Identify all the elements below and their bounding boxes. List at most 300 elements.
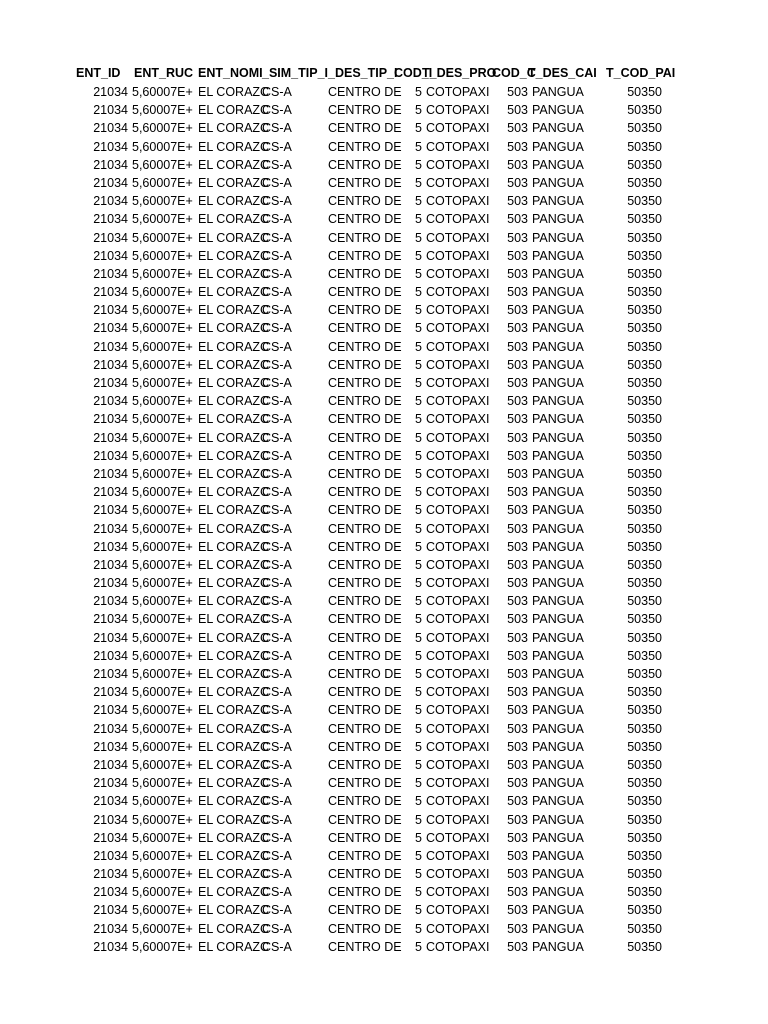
cell-sim-tip: CS-A [262,139,292,154]
cell-cod-can: 503 [507,721,528,736]
cell-ent-id: 21034 [93,557,128,572]
cell-des-tip: CENTRO DE [328,357,402,372]
cell-cod-par: 50350 [627,648,662,663]
table-row [76,283,662,301]
cell-cod-can: 503 [507,594,528,609]
cell-ent-ruc: 5,60007E+ [132,212,193,227]
cell-ent-nombre: EL CORAZC [198,321,270,336]
cell-cod-can: 503 [507,921,528,936]
cell-des-pro: COTOPAXI [426,339,490,354]
cell-des-tip: CENTRO DE [328,867,402,882]
table-row [76,665,662,683]
cell-ent-ruc: 5,60007E+ [132,648,193,663]
cell-ent-ruc: 5,60007E+ [132,430,193,445]
cell-ent-nombre: EL CORAZC [198,376,270,390]
cell-cod-par: 50350 [627,394,662,409]
cell-cod-par: 50350 [627,757,662,772]
table-row [76,356,662,374]
cell-ent-nombre: EL CORAZC [198,812,270,827]
cell-cod-can: 503 [507,557,528,572]
cell-ent-id: 21034 [93,485,128,500]
cell-sim-tip: CS-A [262,776,292,791]
cell-cod-pro: 5 [415,266,422,281]
cell-cod-can: 503 [507,757,528,772]
cell-des-pro: COTOPAXI [426,776,490,791]
cell-ent-id: 21034 [93,939,128,954]
table-row [76,483,662,501]
cell-cod-pro: 5 [415,776,422,791]
cell-ent-id: 21034 [93,921,128,936]
cell-ent-nombre: EL CORAZC [198,939,270,954]
cell-des-pro: COTOPAXI [426,266,490,281]
cell-des-pro: COTOPAXI [426,703,490,718]
cell-cod-pro: 5 [415,139,422,154]
cell-ent-ruc: 5,60007E+ [132,685,193,700]
cell-sim-tip: CS-A [262,303,292,318]
cell-des-pro: COTOPAXI [426,248,490,263]
cell-cod-can: 503 [507,812,528,827]
cell-cod-pro: 5 [415,339,422,354]
cell-des-pro: COTOPAXI [426,194,490,209]
cell-ent-id: 21034 [93,157,128,172]
cell-ent-ruc: 5,60007E+ [132,139,193,154]
cell-cod-par: 50350 [627,466,662,481]
cell-cod-pro: 5 [415,921,422,936]
cell-cod-pro: 5 [415,448,422,463]
cell-sim-tip: CS-A [262,576,292,591]
cell-des-can: PANGUA [532,285,584,300]
cell-cod-pro: 5 [415,703,422,718]
cell-ent-ruc: 5,60007E+ [132,412,193,427]
cell-sim-tip: CS-A [262,394,292,409]
cell-des-pro: COTOPAXI [426,721,490,736]
cell-ent-nombre: EL CORAZC [198,230,270,245]
cell-des-tip: CENTRO DE [328,157,402,172]
cell-ent-nombre: EL CORAZC [198,412,270,427]
cell-ent-id: 21034 [93,703,128,718]
cell-des-pro: COTOPAXI [426,648,490,663]
cell-cod-pro: 5 [415,485,422,500]
cell-des-pro: COTOPAXI [426,412,490,427]
header-ent-ruc: ENT_RUC [134,66,194,80]
cell-ent-id: 21034 [93,903,128,918]
cell-ent-ruc: 5,60007E+ [132,776,193,791]
cell-des-tip: CENTRO DE [328,667,402,681]
cell-cod-can: 503 [507,630,528,645]
cell-cod-par: 50350 [627,630,662,645]
table-row [76,701,662,719]
cell-des-can: PANGUA [532,685,584,700]
cell-des-tip: CENTRO DE [328,139,402,154]
cell-cod-par: 50350 [627,830,662,845]
cell-ent-ruc: 5,60007E+ [132,830,193,845]
cell-ent-id: 21034 [93,103,128,118]
cell-ent-id: 21034 [93,466,128,481]
cell-cod-can: 503 [507,303,528,318]
cell-ent-id: 21034 [93,576,128,591]
cell-des-tip: CENTRO DE [328,848,402,863]
cell-cod-pro: 5 [415,557,422,572]
cell-des-pro: COTOPAXI [426,521,490,536]
cell-cod-can: 503 [507,430,528,445]
cell-sim-tip: CS-A [262,939,292,954]
cell-ent-id: 21034 [93,776,128,791]
cell-cod-can: 503 [507,376,528,390]
cell-ent-ruc: 5,60007E+ [132,339,193,354]
cell-cod-par: 50350 [627,794,662,809]
header-des-tip: _DES_TIP_I [328,66,398,80]
cell-ent-id: 21034 [93,757,128,772]
cell-ent-id: 21034 [93,539,128,554]
cell-cod-can: 503 [507,503,528,518]
cell-ent-nombre: EL CORAZC [198,139,270,154]
cell-cod-can: 503 [507,394,528,409]
cell-cod-par: 50350 [627,321,662,336]
cell-ent-nombre: EL CORAZC [198,430,270,445]
cell-des-tip: CENTRO DE [328,539,402,554]
cell-des-pro: COTOPAXI [426,503,490,518]
cell-ent-id: 21034 [93,721,128,736]
table-row [76,410,662,428]
cell-sim-tip: CS-A [262,757,292,772]
cell-des-can: PANGUA [532,376,584,390]
table-row [76,847,662,865]
cell-ent-nombre: EL CORAZC [198,357,270,372]
table-row [76,156,662,174]
table-row [76,938,662,956]
cell-sim-tip: CS-A [262,412,292,427]
cell-des-tip: CENTRO DE [328,321,402,336]
cell-ent-id: 21034 [93,248,128,263]
cell-cod-can: 503 [507,121,528,136]
cell-sim-tip: CS-A [262,703,292,718]
cell-sim-tip: CS-A [262,212,292,227]
cell-ent-nombre: EL CORAZC [198,576,270,591]
cell-cod-pro: 5 [415,685,422,700]
cell-cod-can: 503 [507,157,528,172]
cell-cod-pro: 5 [415,103,422,118]
cell-des-pro: COTOPAXI [426,757,490,772]
cell-sim-tip: CS-A [262,503,292,518]
cell-ent-ruc: 5,60007E+ [132,721,193,736]
cell-des-tip: CENTRO DE [328,412,402,427]
cell-ent-ruc: 5,60007E+ [132,121,193,136]
cell-cod-pro: 5 [415,121,422,136]
cell-des-pro: COTOPAXI [426,539,490,554]
cell-ent-ruc: 5,60007E+ [132,448,193,463]
cell-des-can: PANGUA [532,448,584,463]
cell-cod-can: 503 [507,194,528,209]
cell-ent-id: 21034 [93,448,128,463]
cell-cod-can: 503 [507,103,528,118]
cell-sim-tip: CS-A [262,630,292,645]
table-row [76,920,662,938]
cell-ent-nombre: EL CORAZC [198,830,270,845]
cell-cod-par: 50350 [627,448,662,463]
cell-ent-ruc: 5,60007E+ [132,939,193,954]
cell-sim-tip: CS-A [262,812,292,827]
cell-ent-id: 21034 [93,303,128,318]
cell-cod-can: 503 [507,412,528,427]
cell-sim-tip: CS-A [262,885,292,900]
cell-cod-pro: 5 [415,321,422,336]
table-body [76,83,662,956]
cell-ent-nombre: EL CORAZC [198,212,270,227]
cell-des-tip: CENTRO DE [328,212,402,227]
cell-sim-tip: CS-A [262,448,292,463]
cell-sim-tip: CS-A [262,539,292,554]
cell-des-tip: CENTRO DE [328,485,402,500]
cell-cod-par: 50350 [627,103,662,118]
table-row [76,319,662,337]
cell-cod-par: 50350 [627,776,662,791]
cell-cod-pro: 5 [415,939,422,954]
cell-des-can: PANGUA [532,903,584,918]
cell-ent-nombre: EL CORAZC [198,557,270,572]
cell-ent-id: 21034 [93,412,128,427]
cell-cod-can: 503 [507,830,528,845]
cell-cod-par: 50350 [627,739,662,754]
cell-des-pro: COTOPAXI [426,630,490,645]
cell-ent-ruc: 5,60007E+ [132,357,193,372]
cell-cod-pro: 5 [415,539,422,554]
cell-des-tip: CENTRO DE [328,557,402,572]
cell-ent-id: 21034 [93,175,128,190]
cell-sim-tip: CS-A [262,230,292,245]
cell-cod-pro: 5 [415,667,422,681]
cell-des-can: PANGUA [532,157,584,172]
table-row [76,83,662,101]
cell-sim-tip: CS-A [262,685,292,700]
cell-des-can: PANGUA [532,430,584,445]
cell-cod-pro: 5 [415,648,422,663]
cell-ent-id: 21034 [93,139,128,154]
cell-des-can: PANGUA [532,612,584,627]
cell-sim-tip: CS-A [262,357,292,372]
cell-ent-ruc: 5,60007E+ [132,466,193,481]
cell-des-can: PANGUA [532,139,584,154]
cell-cod-par: 50350 [627,612,662,627]
table-row [76,829,662,847]
cell-des-can: PANGUA [532,212,584,227]
cell-cod-can: 503 [507,139,528,154]
cell-ent-ruc: 5,60007E+ [132,303,193,318]
cell-des-tip: CENTRO DE [328,394,402,409]
cell-des-pro: COTOPAXI [426,448,490,463]
cell-ent-id: 21034 [93,194,128,209]
cell-cod-pro: 5 [415,576,422,591]
cell-ent-ruc: 5,60007E+ [132,376,193,390]
table-row [76,592,662,610]
cell-ent-ruc: 5,60007E+ [132,503,193,518]
cell-ent-ruc: 5,60007E+ [132,521,193,536]
cell-sim-tip: CS-A [262,721,292,736]
cell-ent-ruc: 5,60007E+ [132,812,193,827]
cell-des-pro: COTOPAXI [426,321,490,336]
table-row [76,738,662,756]
cell-des-tip: CENTRO DE [328,721,402,736]
cell-des-tip: CENTRO DE [328,121,402,136]
cell-des-pro: COTOPAXI [426,885,490,900]
cell-des-can: PANGUA [532,266,584,281]
cell-cod-can: 503 [507,266,528,281]
table-row [76,683,662,701]
cell-des-tip: CENTRO DE [328,903,402,918]
cell-cod-par: 50350 [627,285,662,300]
cell-cod-can: 503 [507,357,528,372]
cell-cod-can: 503 [507,703,528,718]
cell-ent-ruc: 5,60007E+ [132,703,193,718]
cell-ent-id: 21034 [93,521,128,536]
cell-ent-nombre: EL CORAZC [198,721,270,736]
cell-des-can: PANGUA [532,939,584,954]
cell-cod-can: 503 [507,867,528,882]
cell-des-pro: COTOPAXI [426,903,490,918]
cell-ent-nombre: EL CORAZC [198,303,270,318]
cell-ent-ruc: 5,60007E+ [132,794,193,809]
cell-des-can: PANGUA [532,357,584,372]
table-row [76,811,662,829]
cell-sim-tip: CS-A [262,466,292,481]
cell-sim-tip: CS-A [262,921,292,936]
cell-des-pro: COTOPAXI [426,303,490,318]
table-row [76,865,662,883]
table-row [76,883,662,901]
table-row [76,338,662,356]
cell-des-pro: COTOPAXI [426,794,490,809]
cell-des-pro: COTOPAXI [426,594,490,609]
cell-cod-pro: 5 [415,357,422,372]
cell-ent-nombre: EL CORAZC [198,503,270,518]
cell-des-tip: CENTRO DE [328,103,402,118]
cell-des-tip: CENTRO DE [328,685,402,700]
cell-des-can: PANGUA [532,485,584,500]
cell-ent-id: 21034 [93,394,128,409]
cell-ent-nombre: EL CORAZC [198,867,270,882]
cell-cod-par: 50350 [627,339,662,354]
cell-des-can: PANGUA [532,667,584,681]
cell-des-can: PANGUA [532,594,584,609]
cell-ent-ruc: 5,60007E+ [132,394,193,409]
cell-cod-pro: 5 [415,285,422,300]
table-row [76,447,662,465]
cell-ent-ruc: 5,60007E+ [132,630,193,645]
cell-ent-id: 21034 [93,848,128,863]
table-row [76,192,662,210]
cell-ent-nombre: EL CORAZC [198,157,270,172]
cell-ent-ruc: 5,60007E+ [132,739,193,754]
cell-des-pro: COTOPAXI [426,212,490,227]
cell-sim-tip: CS-A [262,794,292,809]
cell-sim-tip: CS-A [262,85,292,99]
cell-cod-can: 503 [507,85,528,99]
table-row [76,265,662,283]
cell-ent-ruc: 5,60007E+ [132,757,193,772]
cell-ent-ruc: 5,60007E+ [132,539,193,554]
cell-des-tip: CENTRO DE [328,339,402,354]
cell-cod-can: 503 [507,903,528,918]
cell-des-tip: CENTRO DE [328,739,402,754]
cell-des-pro: COTOPAXI [426,376,490,390]
cell-ent-ruc: 5,60007E+ [132,576,193,591]
table-row [76,247,662,265]
cell-cod-pro: 5 [415,503,422,518]
header-des-pro: T_DES_PRO [422,66,497,80]
cell-cod-par: 50350 [627,867,662,882]
cell-sim-tip: CS-A [262,612,292,627]
cell-ent-nombre: EL CORAZC [198,848,270,863]
cell-sim-tip: CS-A [262,848,292,863]
table-row [76,465,662,483]
cell-ent-nombre: EL CORAZC [198,194,270,209]
cell-des-can: PANGUA [532,230,584,245]
cell-des-can: PANGUA [532,194,584,209]
cell-des-tip: CENTRO DE [328,703,402,718]
cell-des-tip: CENTRO DE [328,830,402,845]
cell-ent-id: 21034 [93,266,128,281]
cell-ent-id: 21034 [93,212,128,227]
cell-cod-pro: 5 [415,194,422,209]
cell-ent-nombre: EL CORAZC [198,885,270,900]
table-row [76,101,662,119]
cell-cod-can: 503 [507,448,528,463]
cell-des-can: PANGUA [532,576,584,591]
cell-sim-tip: CS-A [262,557,292,572]
cell-ent-ruc: 5,60007E+ [132,557,193,572]
cell-ent-id: 21034 [93,612,128,627]
table-row [76,174,662,192]
cell-ent-nombre: EL CORAZC [198,339,270,354]
cell-des-can: PANGUA [532,412,584,427]
cell-ent-nombre: EL CORAZC [198,539,270,554]
cell-sim-tip: CS-A [262,667,292,681]
cell-des-can: PANGUA [532,885,584,900]
cell-cod-can: 503 [507,685,528,700]
cell-cod-pro: 5 [415,812,422,827]
cell-des-tip: CENTRO DE [328,921,402,936]
cell-cod-pro: 5 [415,867,422,882]
cell-cod-par: 50350 [627,376,662,390]
cell-ent-id: 21034 [93,685,128,700]
cell-des-pro: COTOPAXI [426,576,490,591]
cell-ent-id: 21034 [93,357,128,372]
cell-ent-nombre: EL CORAZC [198,903,270,918]
cell-ent-nombre: EL CORAZC [198,266,270,281]
cell-ent-ruc: 5,60007E+ [132,175,193,190]
table-row [76,520,662,538]
table-row [76,792,662,810]
cell-ent-nombre: EL CORAZC [198,685,270,700]
table-row [76,119,662,137]
cell-des-tip: CENTRO DE [328,576,402,591]
cell-cod-can: 503 [507,776,528,791]
cell-des-pro: COTOPAXI [426,667,490,681]
cell-sim-tip: CS-A [262,521,292,536]
cell-des-tip: CENTRO DE [328,175,402,190]
cell-des-can: PANGUA [532,339,584,354]
cell-sim-tip: CS-A [262,376,292,390]
cell-ent-nombre: EL CORAZC [198,703,270,718]
cell-des-can: PANGUA [532,830,584,845]
header-cod-can: COD_C [492,66,536,80]
cell-des-can: PANGUA [532,739,584,754]
cell-ent-nombre: EL CORAZC [198,466,270,481]
cell-des-pro: COTOPAXI [426,685,490,700]
cell-cod-can: 503 [507,285,528,300]
cell-cod-par: 50350 [627,521,662,536]
cell-ent-id: 21034 [93,739,128,754]
cell-ent-nombre: EL CORAZC [198,776,270,791]
